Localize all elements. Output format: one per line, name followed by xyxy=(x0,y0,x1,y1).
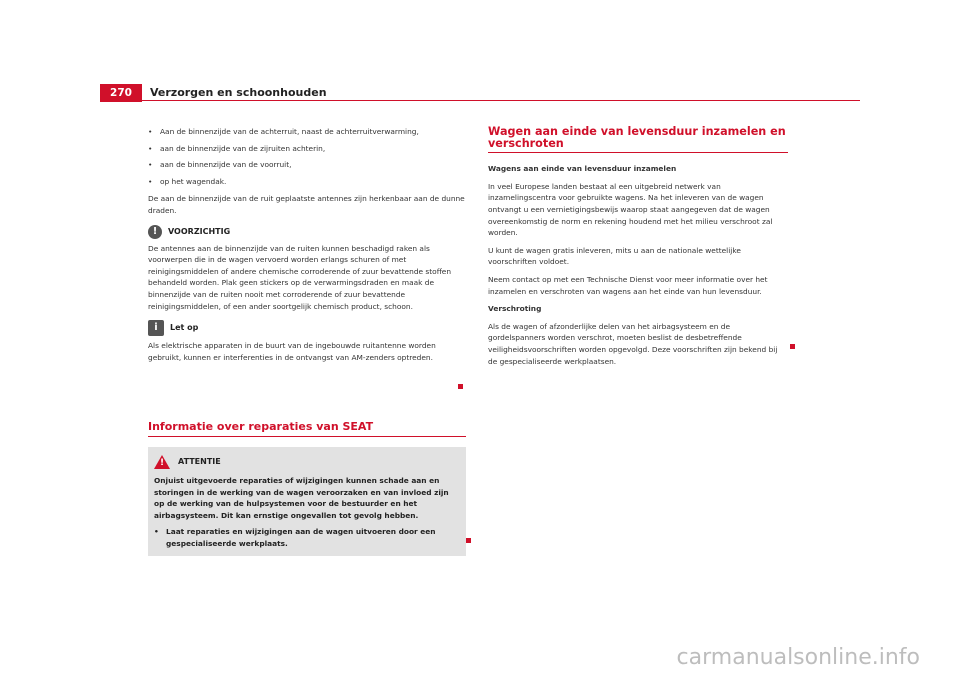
warning-heading xyxy=(154,455,460,469)
left-column xyxy=(148,126,466,369)
scrapping-paragraph: Als de wagen of afzonderlijke delen van het airbagsysteem en de gordelspanners worden verschrot, moeten beslist de desbetreffende veiligheidsvoorschriften worden opgevolgd. Deze voorschriften zijn bekend bij de gespecialiseerde werkplaatsen. xyxy=(488,321,778,366)
note-icon: i xyxy=(148,320,164,336)
caution-icon: ! xyxy=(148,225,162,239)
list-item: • aan de binnenzijde van de zijruiten achterin, xyxy=(148,143,466,155)
section-end-marker xyxy=(458,384,463,389)
list-item: • aan de binnenzijde van de voorruit, xyxy=(148,159,466,171)
note-heading xyxy=(148,320,466,336)
warning-bullet-text: Laat reparaties en wijzigingen aan de wagen uitvoeren door een gespecialiseerde werkplaats. xyxy=(166,527,436,548)
warning-box xyxy=(148,447,466,556)
bullet-icon: • xyxy=(154,527,159,537)
note-title: Let op xyxy=(170,323,199,333)
caution-heading xyxy=(148,225,466,239)
antenna-text: De aan de binnenzijde van de ruit geplaatste antennes zijn herkenbaar aan de dunne draden. xyxy=(148,194,465,215)
list-item: • op het wagendak. xyxy=(148,176,466,188)
repairs-section-title: Informatie over reparaties van SEAT xyxy=(148,420,466,437)
header-divider xyxy=(100,100,860,101)
watermark: carmanualsonline.info xyxy=(676,645,920,670)
caution-text: De antennes aan de binnenzijde van de ruiten kunnen beschadigd raken als voorwerpen die in de wagen vervoerd worden erlangs schuren of met reinigingsmiddelen of andere chemische corroderende of zuur bevattende stoffen behandeld worden. Plak geen stickers op de verwarmingsdraden en maak de binnenzijde van de ruiten nooit met corroderende of zuur bevattende reinigingsmiddelen, of een ander soortgelijk chemisch product, schoon. xyxy=(148,243,452,311)
repairs-section xyxy=(148,420,466,556)
page-header-title: Verzorgen en schoonhouden xyxy=(150,86,327,99)
scrapping-subheading: Verschroting xyxy=(488,304,542,314)
recycling-paragraph-3: Neem contact op met een Technische Dienst voor meer informatie over het inzamelen en verschroten van wagens aan het einde van hun levensduur. xyxy=(488,274,768,296)
section-end-marker xyxy=(466,538,471,543)
recycling-paragraph-2: U kunt de wagen gratis inleveren, mits u aan de nationale wettelijke voorschriften voldoet. xyxy=(488,245,741,267)
recycling-paragraph-1: In veel Europese landen bestaat al een uitgebreid netwerk van inzamelingscentra voor gebruikte wagens. Na het inleveren van de wagen ontvangt u een vernietigingsbewijs waarop staat aangegeven dat de wagen overeenkomstig de norm en rekening houdend met het milieu verschroot zal worden. xyxy=(488,181,773,238)
recycling-subheading: Wagens aan einde van levensduur inzamelen xyxy=(488,164,677,174)
warning-title: ATTENTIE xyxy=(178,457,221,467)
warning-text: Onjuist uitgevoerde reparaties of wijzigingen kunnen schade aan en storingen in de werking van de wagen veroorzaken en van invloed zijn op de werking van de hulpsystemen voor de bestuurder en het airbagsysteem. Dit kan ernstige ongevallen tot gevolg hebben. xyxy=(154,476,449,520)
warning-triangle-icon: ! xyxy=(154,455,170,469)
warning-bullet xyxy=(154,526,460,549)
antenna-location-list xyxy=(148,126,466,187)
recycling-section-title: Wagen aan einde van levensduur inzamelen en verschroten xyxy=(488,126,788,153)
page-number: 270 xyxy=(100,84,142,102)
right-column xyxy=(488,126,788,373)
section-end-marker xyxy=(790,344,795,349)
note-text: Als elektrische apparaten in de buurt van de ingebouwde ruitantenne worden gebruikt, kunnen er interferenties in de ontvangst van AM-zenders optreden. xyxy=(148,341,436,362)
caution-title: VOORZICHTIG xyxy=(168,226,231,236)
list-item: • Aan de binnenzijde van de achterruit, naast de achterruitverwarming, xyxy=(148,126,466,138)
